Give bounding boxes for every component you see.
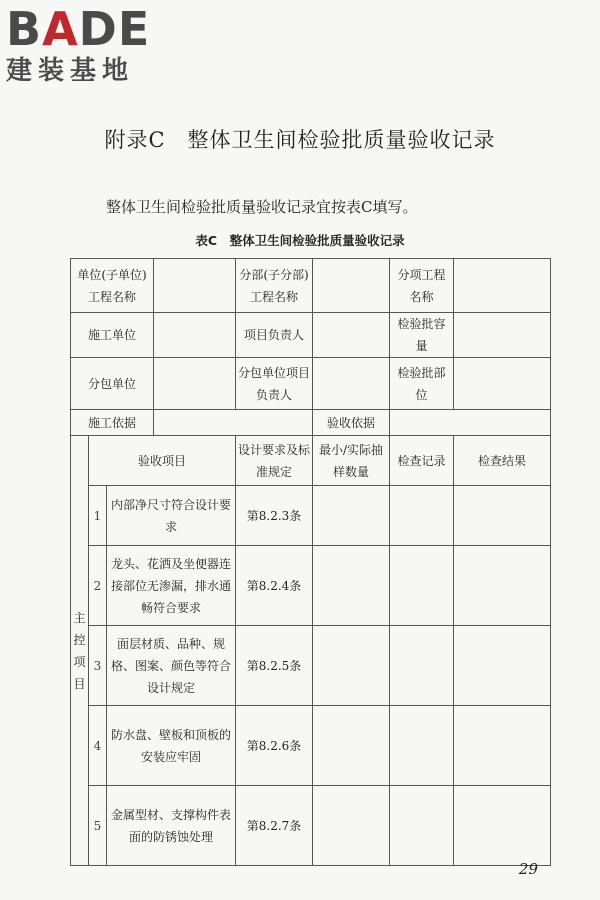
item-result[interactable] — [454, 626, 551, 706]
item-clause: 第8.2.5条 — [236, 626, 313, 706]
construction-basis-value[interactable] — [154, 410, 313, 436]
lot-location-label: 检验批部位 — [390, 358, 454, 410]
item-description: 金属型材、支撑构件表面的防锈蚀处理 — [107, 786, 236, 866]
header-requirement: 设计要求及标准规定 — [236, 436, 313, 486]
construction-basis-label: 施工依据 — [71, 410, 154, 436]
item-number: 4 — [89, 706, 107, 786]
item-result[interactable] — [454, 706, 551, 786]
logo-wordmark: BADE — [6, 2, 151, 56]
construction-unit-value[interactable] — [154, 313, 236, 358]
header-sample-count: 最小/实际抽样数量 — [313, 436, 390, 486]
subitem-project-name-value[interactable] — [454, 259, 551, 313]
page-number: 29 — [518, 860, 538, 878]
unit-project-name-label: 单位(子单位)工程名称 — [71, 259, 154, 313]
item-clause: 第8.2.7条 — [236, 786, 313, 866]
project-manager-label: 项目负责人 — [236, 313, 313, 358]
item-result[interactable] — [454, 546, 551, 626]
item-clause: 第8.2.4条 — [236, 546, 313, 626]
project-manager-value[interactable] — [313, 313, 390, 358]
item-record[interactable] — [390, 706, 454, 786]
item-record[interactable] — [390, 546, 454, 626]
logo-subtitle: 建装基地 — [6, 56, 135, 86]
item-record[interactable] — [390, 626, 454, 706]
item-result[interactable] — [454, 486, 551, 546]
subcontractor-label: 分包单位 — [71, 358, 154, 410]
construction-unit-label: 施工单位 — [71, 313, 154, 358]
unit-project-name-value[interactable] — [154, 259, 236, 313]
item-result[interactable] — [454, 786, 551, 866]
item-record[interactable] — [390, 486, 454, 546]
table-caption: 表C 整体卫生间检验批质量验收记录 — [195, 233, 405, 248]
header-item: 验收项目 — [89, 436, 236, 486]
acceptance-basis-value[interactable] — [390, 410, 551, 436]
subitem-project-name-label: 分项工程名称 — [390, 259, 454, 313]
item-number: 5 — [89, 786, 107, 866]
item-number: 3 — [89, 626, 107, 706]
acceptance-basis-label: 验收依据 — [313, 410, 390, 436]
item-sample-count[interactable] — [313, 786, 390, 866]
item-description: 面层材质、品种、规格、图案、颜色等符合设计规定 — [107, 626, 236, 706]
item-sample-count[interactable] — [313, 546, 390, 626]
subcontractor-manager-label: 分包单位项目负责人 — [236, 358, 313, 410]
header-result: 检查结果 — [454, 436, 551, 486]
subcontractor-manager-value[interactable] — [313, 358, 390, 410]
division-project-name-label: 分部(子分部)工程名称 — [236, 259, 313, 313]
item-number: 1 — [89, 486, 107, 546]
main-control-section-label: 主控项目 — [71, 436, 89, 866]
appendix-heading: 附录C 整体卫生间检验批质量验收记录 — [104, 128, 496, 152]
subcontractor-value[interactable] — [154, 358, 236, 410]
intro-text: 整体卫生间检验批质量验收记录宜按表C填写。 — [106, 198, 418, 216]
logo — [6, 4, 176, 86]
lot-location-value[interactable] — [454, 358, 551, 410]
item-sample-count[interactable] — [313, 706, 390, 786]
item-clause: 第8.2.6条 — [236, 706, 313, 786]
lot-capacity-label: 检验批容量 — [390, 313, 454, 358]
acceptance-record-table — [70, 258, 551, 866]
division-project-name-value[interactable] — [313, 259, 390, 313]
lot-capacity-value[interactable] — [454, 313, 551, 358]
item-record[interactable] — [390, 786, 454, 866]
header-record: 检查记录 — [390, 436, 454, 486]
item-number: 2 — [89, 546, 107, 626]
item-description: 龙头、花洒及坐便器连接部位无渗漏，排水通畅符合要求 — [107, 546, 236, 626]
item-sample-count[interactable] — [313, 626, 390, 706]
item-sample-count[interactable] — [313, 486, 390, 546]
item-clause: 第8.2.3条 — [236, 486, 313, 546]
item-description: 内部净尺寸符合设计要求 — [107, 486, 236, 546]
item-description: 防水盘、壁板和顶板的安装应牢固 — [107, 706, 236, 786]
